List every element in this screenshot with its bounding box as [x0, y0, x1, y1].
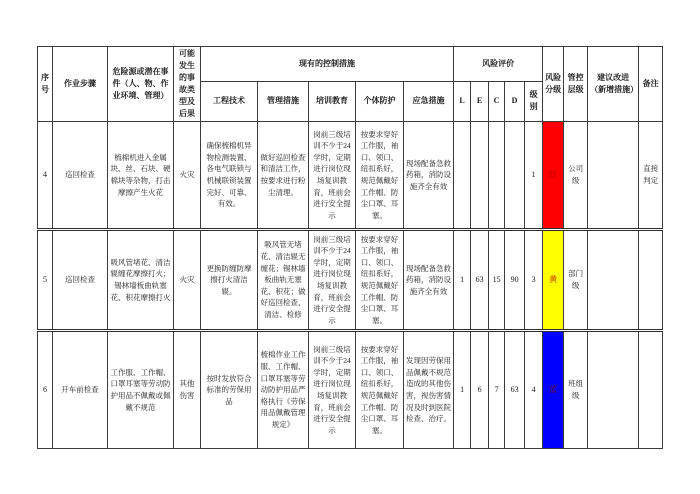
risk-grade-badge-red: 红 [543, 122, 564, 230]
table-row-4 [38, 122, 663, 230]
cell-l: 1 [454, 331, 471, 449]
cell-training: 岗前三级培训不少于24学时，定期进行岗位现场复训教育，班前会进行安全提示 [309, 331, 356, 449]
cell-accident: 其他伤害 [174, 331, 201, 449]
cell-e: 63 [471, 230, 489, 331]
cell-remark: 直接判定 [639, 122, 663, 230]
cell-management: 梳棉作业工作服、工作帽、口罩耳塞等劳动防护用品严格执行《劳保用品佩戴管理规定》 [258, 331, 309, 449]
risk-grade-badge-blue: 蓝 [543, 331, 564, 449]
header-management: 管理措施 [258, 81, 309, 122]
cell-d [505, 122, 525, 230]
header-l: L [454, 81, 471, 122]
header-controls-group: 现有的控制措施 [201, 47, 454, 82]
header-risk-group: 风险评价 [454, 47, 543, 82]
cell-seq: 4 [38, 122, 53, 230]
cell-level: 3 [525, 230, 543, 331]
header-e: E [471, 81, 489, 122]
cell-remark [639, 230, 663, 331]
cell-suggestion [588, 230, 639, 331]
cell-control-level: 部门级 [564, 230, 588, 331]
cell-ppe: 按要求穿好工作服，袖口、领口、纽扣系好，规范佩戴好工作帽、防尘口罩、耳塞。 [356, 122, 404, 230]
header-risk-grade: 风险分级 [543, 47, 564, 122]
cell-c: 15 [489, 230, 505, 331]
header-step: 作业步骤 [53, 47, 108, 122]
table-row-5 [38, 230, 663, 331]
header-seq: 序号 [38, 47, 53, 122]
cell-d: 90 [505, 230, 525, 331]
header-engineering: 工程技术 [201, 81, 258, 122]
header-row-1 [38, 47, 663, 82]
cell-c [489, 122, 505, 230]
cell-c: 7 [489, 331, 505, 449]
cell-e: 6 [471, 331, 489, 449]
cell-step: 巡回检查 [53, 230, 108, 331]
header-level: 级别 [525, 81, 543, 122]
header-d: D [505, 81, 525, 122]
cell-step: 巡回检查 [53, 122, 108, 230]
cell-l [454, 122, 471, 230]
cell-level: 4 [525, 331, 543, 449]
cell-e [471, 122, 489, 230]
cell-l: 1 [454, 230, 471, 331]
risk-grade-badge-yellow: 黄 [543, 230, 564, 331]
header-ppe: 个体防护 [356, 81, 404, 122]
cell-suggestion [588, 331, 639, 449]
cell-control-level: 班组级 [564, 331, 588, 449]
cell-hazard: 梳棉机进入金属块、丝、石块、硬棉块等杂物，打击摩擦产生火花 [108, 122, 174, 230]
header-emergency: 应急措施 [404, 81, 454, 122]
cell-accident: 火灾 [174, 230, 201, 331]
cell-seq: 5 [38, 230, 53, 331]
cell-emergency: 现场配备急救药箱，消防设施齐全有效 [404, 122, 454, 230]
cell-emergency: 现场配备急救药箱，消防设施齐全有效 [404, 230, 454, 331]
cell-control-level: 公司级 [564, 122, 588, 230]
table-row-6 [38, 331, 663, 449]
cell-hazard: 吸风管堵花、清洁辊缠花摩擦打火；锡林墙板曲轨塞花、积花摩擦打火 [108, 230, 174, 331]
cell-suggestion [588, 122, 639, 230]
cell-step: 开车前检查 [53, 331, 108, 449]
cell-hazard: 工作服、工作帽、口罩耳塞等劳动防护用品不佩戴或佩戴不规范 [108, 331, 174, 449]
header-c: C [489, 81, 505, 122]
header-training: 培训教育 [309, 81, 356, 122]
cell-d: 63 [505, 331, 525, 449]
header-accident: 可能发生的事故类型及后果 [174, 47, 201, 122]
risk-assessment-table [37, 46, 663, 449]
cell-training: 岗前三级培训不少于24学时，定期进行岗位现场复训教育，班前会进行安全提示 [309, 122, 356, 230]
cell-management: 吸风管无堵花、清洁辊无缠花；锡林墙板曲轨无塞花、积花；做好巡回检查、清洁、检修 [258, 230, 309, 331]
cell-training: 岗前三级培训不少于24学时，定期进行岗位现场复训教育，班前会进行安全提示 [309, 230, 356, 331]
header-suggestion: 建议改进（新增措施） [588, 47, 639, 122]
cell-accident: 火灾 [174, 122, 201, 230]
header-remark: 备注 [639, 47, 663, 122]
cell-ppe: 按要求穿好工作服，袖口、领口、纽扣系好，规范佩戴好工作帽、防尘口罩、耳塞。 [356, 230, 404, 331]
header-control-level: 管控层级 [564, 47, 588, 122]
cell-ppe: 按要求穿好工作服，袖口、领口、纽扣系好，规范佩戴好工作帽、防尘口罩、耳塞。 [356, 331, 404, 449]
cell-remark [639, 331, 663, 449]
cell-management: 做好巡回检查和清洁工作，按要求进行粉尘清理。 [258, 122, 309, 230]
cell-engineering: 确保梳棉机异物检测装置、各电气联锁与机械联锁装置完好、可靠、有效。 [201, 122, 258, 230]
cell-emergency: 发现因劳保用品佩戴不规范造成的其他伤害，视伤害情况及时到医院检查、治疗。 [404, 331, 454, 449]
cell-engineering: 按时发放符合标准的劳保用品 [201, 331, 258, 449]
cell-engineering: 更换防缠防摩擦打火清洁辊。 [201, 230, 258, 331]
cell-level: 1 [525, 122, 543, 230]
header-hazard: 危险源或潜在事件（人、物、作业环境、管理） [108, 47, 174, 122]
cell-seq: 6 [38, 331, 53, 449]
